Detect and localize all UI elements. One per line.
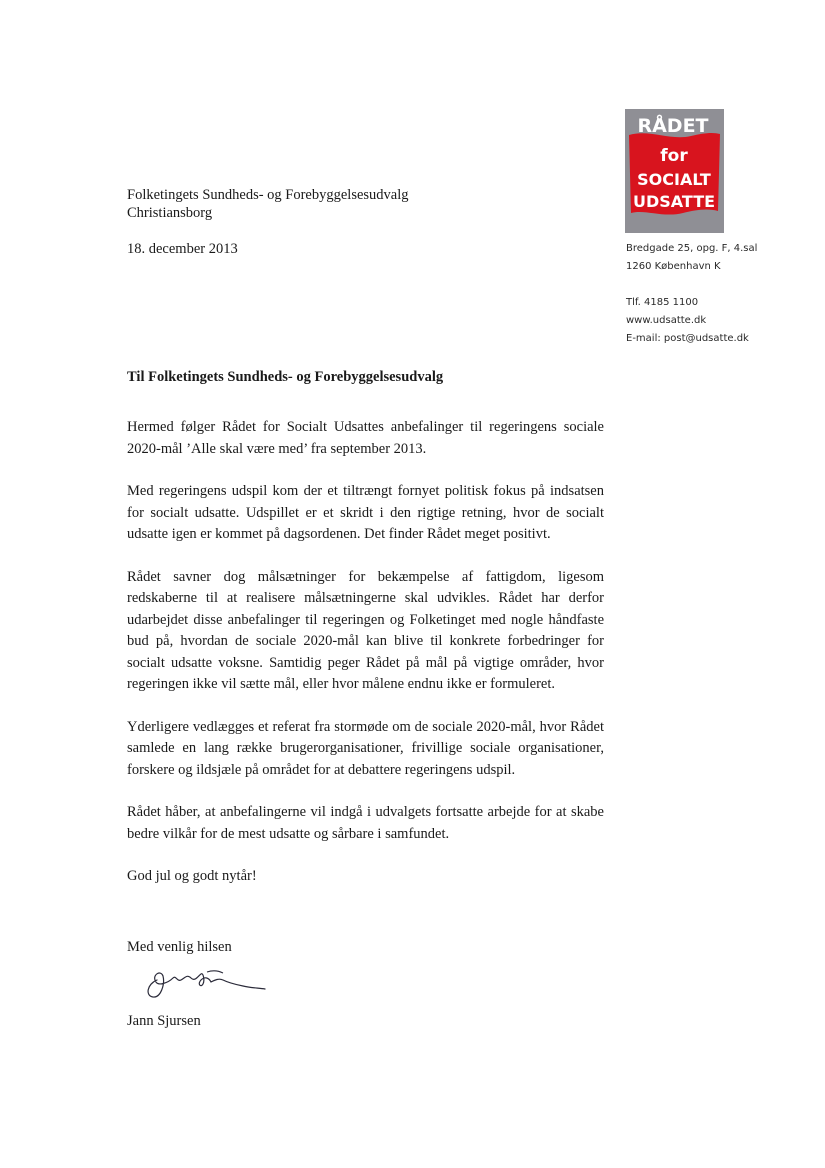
raadet-logo: [625, 109, 724, 233]
letter-subject: Til Folketingets Sundheds- og Forebyggelsesudvalg: [127, 369, 444, 385]
logo-text-for: for: [660, 146, 688, 166]
body-paragraph: Rådet savner dog målsætninger for bekæmpelse af fattigdom, ligesom redskaberne til at realisere målsætningerne skal udvikles. Rådet har derfor udarbejdet disse anbefalinger til regeringen og Folketinget med nogle håndfaste bud på, hvordan de sociale 2020-mål kan blive til konkrete forbedringer for socialt udsatte voksne. Samtidig peger Rådet på mål på vigtige områder, hvor regeringen ikke vil sætte mål, eller hvor målene endnu ikke er formuleret.: [127, 568, 604, 692]
logo-text-udsatte: UDSATTE: [632, 192, 716, 211]
logo-text-socialt: SOCIALT: [637, 170, 711, 189]
body-paragraph: Hermed følger Rådet for Socialt Udsattes anbefalinger til regeringens sociale 2020-mål ’Alle skal være med’ fra september 2013.: [127, 419, 604, 457]
sender-website: www.udsatte.dk: [626, 315, 707, 326]
logo-text-raadet: RÅDET: [637, 115, 709, 137]
greeting-line: God jul og godt nytår!: [127, 868, 257, 884]
body-paragraph: Med regeringens udspil kom der et tiltrængt fornyet politisk fokus på indsatsen for socialt udsatte. Udspillet er et skridt i den rigtige retning, hvor de socialt udsatte igen er kommet på dagsordenen. Det finder Rådet meget positivt.: [127, 483, 604, 542]
sender-phone: Tlf. 4185 1100: [626, 297, 699, 308]
logo-flag-graphic: [625, 109, 724, 233]
body-paragraph: Rådet håber, at anbefalingerne vil indgå i udvalgets fortsatte arbejde for at skabe bedre vilkår for de mest udsatte og sårbare i samfundet.: [127, 804, 604, 842]
body-paragraph: Yderligere vedlægges et referat fra stormøde om de sociale 2020-mål, hvor Rådet samlede en lang række brugerorganisationer, frivillige sociale organisationer, forskere og ildsjæle på området for at debattere regeringens udspil.: [127, 718, 604, 778]
letter-body: [127, 417, 604, 909]
closing-salutation: Med venlig hilsen: [127, 939, 232, 955]
sender-email: E-mail: post@udsatte.dk: [626, 333, 749, 344]
sender-address-city: 1260 København K: [626, 261, 721, 272]
signer-name: Jann Sjursen: [127, 1013, 201, 1029]
recipient-location: Christiansborg: [127, 205, 213, 221]
sender-address-street: Bredgade 25, opg. F, 4.sal: [626, 243, 758, 254]
handwritten-signature: [143, 966, 273, 1006]
signature-graphic: [143, 966, 273, 1006]
sender-contact-block: [626, 240, 757, 348]
recipient-address: [127, 186, 409, 222]
recipient-name: Folketingets Sundheds- og Forebyggelsesudvalg: [127, 187, 409, 203]
sender-spacer: [626, 276, 757, 294]
letter-date: 18. december 2013: [127, 241, 238, 257]
